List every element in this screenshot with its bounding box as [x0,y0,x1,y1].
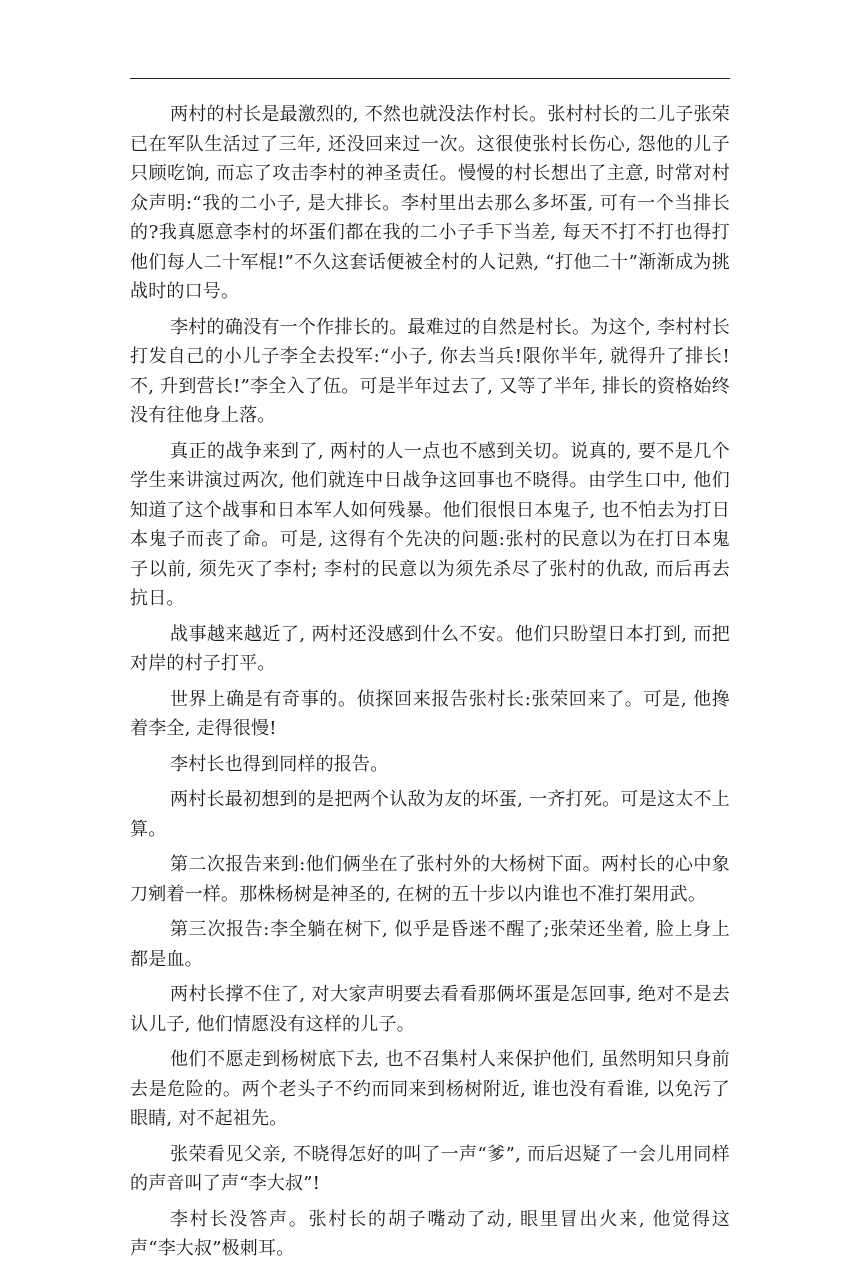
paragraph: 两村长最初想到的是把两个认敌为友的坏蛋, 一齐打死。可是这太不上算。 [130,789,730,840]
paragraph: 李村长也得到同样的报告。 [170,753,389,775]
paragraph: 李村长没答声。张村长的胡子嘴动了动, 眼里冒出火来, 他觉得这声“李大叔”极刺耳。 [130,1208,730,1259]
paragraph: 真正的战争来到了, 两村的人一点也不感到关切。说真的, 要不是几个学生来讲演过两次, 他们就连中日战争这回事也不晓得。由学生口中, 他们知道了这个战事和日本军人如何残暴。他们很恨日本鬼子, 也不怕去为打日本鬼子而丧了命。可是, 这得有个先决的问题:张村的民意以为在打日本鬼子以前, 须先灭了李村; 李村的民意以为须先杀尽了张村的仇敌, 而后再去抗日。 [130,440,730,609]
document-body [130,100,730,1270]
paragraph: 他们不愿走到杨树底下去, 也不召集村人来保护他们, 虽然明知只身前去是危险的。两个老头子不约而同来到杨树附近, 谁也没有看谁, 以免污了眼睛, 对不起祖先。 [130,1049,730,1129]
paragraph: 两村的村长是最激烈的, 不然也就没法作村长。张村村长的二儿子张荣已在军队生活过了三年, 还没回来过一次。这很使张村长伤心, 怨他的儿子只顾吃饷, 而忘了攻击李村的神圣责任。慢慢的村长想出了主意, 时常对村众声明:“我的二小子, 是大排长。李村里出去那么多坏蛋, 可有一个当排长的?我真愿意李村的坏蛋们都在我的二小子手下当差, 每天不打不打也得打他们每人二十军棍!”不久这套话便被全村的人记熟, “打他二十”渐渐成为挑战时的口号。 [130,104,730,302]
paragraph: 张荣看见父亲, 不晓得怎好的叫了一声“爹”, 而后迟疑了一会儿用同样的声音叫了声“李大叔”! [130,1143,730,1194]
paragraph: 第三次报告:李全躺在树下, 似乎是昏迷不醒了;张荣还坐着, 脸上身上都是血。 [130,919,730,970]
paragraph: 李村的确没有一个作排长的。最难过的自然是村长。为这个, 李村村长打发自己的小儿子李全去投军:“小子, 你去当兵!限你半年, 就得升了排长!不, 升到营长!”李全入了伍。可是半年过去了, 又等了半年, 排长的资格始终没有往他身上落。 [130,316,730,426]
header-rule [130,78,730,79]
paragraph: 世界上确是有奇事的。侦探回来报告张村长:张荣回来了。可是, 他搀着李全, 走得很慢! [130,688,730,739]
paragraph: 第二次报告来到:他们俩坐在了张村外的大杨树下面。两村长的心中象刀剜着一样。那株杨树是神圣的, 在树的五十步以内谁也不准打架用武。 [130,854,730,905]
paragraph: 战事越来越近了, 两村还没感到什么不安。他们只盼望日本打到, 而把对岸的村子打平。 [130,623,730,674]
paragraph: 两村长撑不住了, 对大家声明要去看看那俩坏蛋是怎回事, 绝对不是去认儿子, 他们情愿没有这样的儿子。 [130,984,730,1035]
